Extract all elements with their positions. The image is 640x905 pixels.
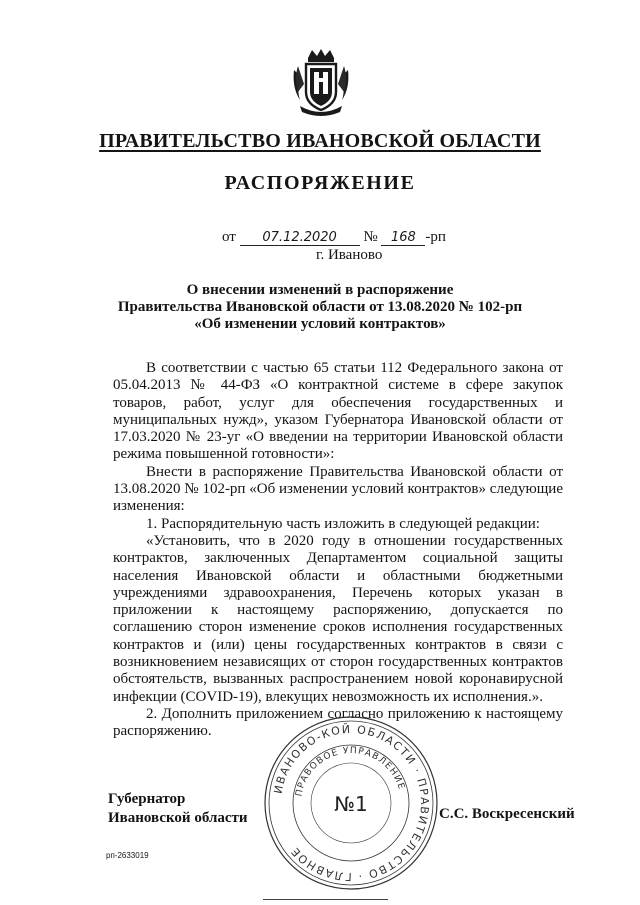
body-paragraph: Внести в распоряжение Правительства Ивановской области от 13.08.2020 № 102-рп «Об изменении условий контрактов» следующие изменения: bbox=[113, 463, 563, 515]
organization-title: ПРАВИТЕЛЬСТВО ИВАНОВСКОЙ ОБЛАСТИ bbox=[99, 130, 541, 152]
body-paragraph: 2. Дополнить приложением согласно приложению к настоящему распоряжению. bbox=[113, 705, 563, 740]
document-type: РАСПОРЯЖЕНИЕ bbox=[224, 172, 416, 194]
subject-line: О внесении изменений в распоряжение bbox=[186, 282, 454, 298]
signatory-title-line: Ивановской области bbox=[108, 810, 248, 826]
stamp-inner-text: ПРАВОВОЕ УПРАВЛЕНИЕ bbox=[294, 745, 407, 798]
bottom-divider bbox=[263, 899, 388, 900]
number-suffix: -рп bbox=[425, 229, 446, 245]
signatory-title-line: Губернатор bbox=[108, 791, 186, 807]
stamp-ring-text: ИВАНОВО-КОЙ ОБЛАСТИ · ПРАВИТЕЛЬСТВО · ГЛАВНОЕ bbox=[271, 722, 432, 884]
subject-line: Правительства Ивановской области от 13.08.2020 № 102-рп bbox=[117, 299, 523, 315]
svg-text:ПРАВОВОЕ УПРАВЛЕНИЕ bbox=[294, 746, 406, 797]
registration-number: рп-2633019 bbox=[106, 851, 149, 860]
document-subject bbox=[0, 282, 640, 333]
document-body bbox=[113, 360, 563, 741]
body-paragraph: «Установить, что в 2020 году в отношении государственных контрактов, заключенных Департаментом социальной защиты населения Ивановской области и областными бюджетными учреждениями здравоохранения, Перечень которых указан в приложении к настоящему распоряжению, допускается по соглашению сторон изменение сроков исполнения государственных контрактов и (или) цены государственных контрактов в связи с возникновением независящих от сторон государственных контрактов обстоятельств, вызванных распространением новой коронавирусной инфекции (COVID-19), влекущих невозможность их исполнения.». bbox=[113, 532, 563, 705]
document-number-line bbox=[222, 229, 446, 246]
signatory-name: С.С. Воскресенский bbox=[439, 806, 575, 822]
coat-of-arms-emblem bbox=[290, 48, 352, 116]
number-sign: № bbox=[363, 229, 378, 245]
handwritten-date: 07.12.2020 bbox=[240, 230, 360, 246]
city: г. Иваново bbox=[316, 247, 383, 263]
body-paragraph: В соответствии с частью 65 статьи 112 Федерального закона от 05.04.2013 № 44-ФЗ «О контрактной системе в сфере закупок товаров, работ, услуг для обеспечения государственных и муниципальных нужд», указом Губернатора Ивановской области от 17.03.2020 № 23-уг «О введении на территории Ивановской области режима повышенной готовности»: bbox=[113, 360, 563, 463]
stamp-center-text: №1 bbox=[334, 792, 368, 816]
handwritten-number: 168 bbox=[381, 230, 425, 246]
from-label: от bbox=[222, 229, 236, 245]
signatory-title bbox=[108, 790, 248, 828]
body-paragraph: 1. Распорядительную часть изложить в следующей редакции: bbox=[146, 515, 540, 532]
official-stamp bbox=[262, 714, 440, 892]
subject-line: «Об изменении условий контрактов» bbox=[194, 316, 446, 332]
